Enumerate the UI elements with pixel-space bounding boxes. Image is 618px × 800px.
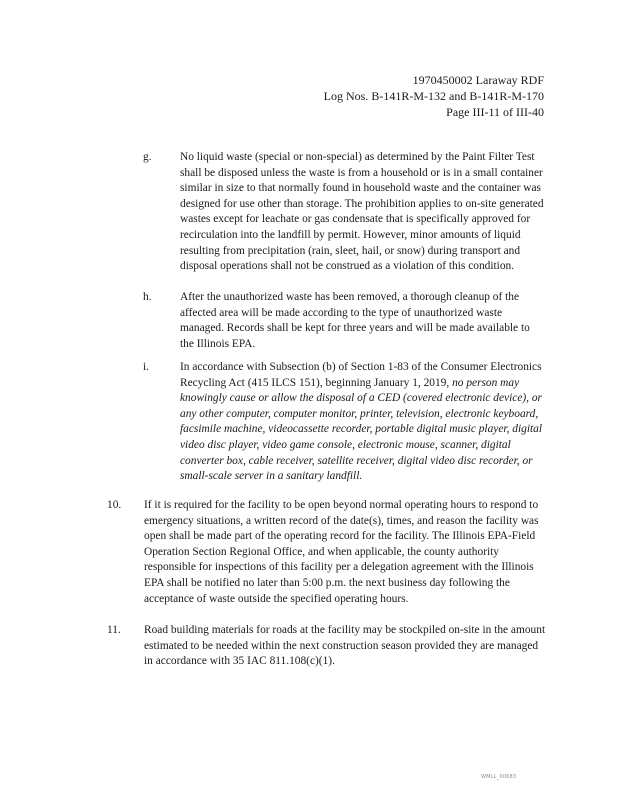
condition-g-marker: g. <box>143 151 152 163</box>
header-log-numbers: Log Nos. B-141R-M-132 and B-141R-M-170 <box>323 89 544 103</box>
condition-i-text <box>180 360 545 485</box>
condition-h-marker: h. <box>143 291 152 303</box>
condition-i-plain-text: In accordance with Subsection (b) of Section 1-83 of the Consumer Electronics Recycling Act (415 ILCS 151), beginning January 1, 2019, <box>180 361 542 389</box>
condition-10-marker: 10. <box>107 499 122 511</box>
condition-g-text: No liquid waste (special or non-special) as determined by the Paint Filter Test shall be disposed unless the waste is from a household or is in a small container similar in size to that normally found in household waste and the container was designed for use other than storage. The prohibition applies to on-site generated wastes except for leachate or gas condensate that is specifically approved for recirculation into the landfill by permit. However, minor amounts of liquid resulting from precipitation (rain, sleet, hail, or snow) during transport and disposal operations shall not be construed as a violation of this condition. <box>180 151 544 273</box>
condition-i-marker: i. <box>143 361 150 373</box>
condition-11-marker: 11. <box>107 624 121 636</box>
condition-10-text: If it is required for the facility to be open beyond normal operating hours to respond to emergency situations, a written record of the date(s), times, and reason the facility was open shall be made part of the operating record for the facility. The Illinois EPA-Field Operation Section Regional Office, and when applicable, the county authority responsible for inspections of this facility per a delegation agreement with the Illinois EPA shall be notified no later than 5:00 p.m. the next business day following the acceptance of waste outside the specified operating hours. <box>144 499 539 605</box>
header-permit-line: 1970450002 Laraway RDF <box>412 73 544 87</box>
header-page-number: Page III-11 of III-40 <box>446 105 544 119</box>
condition-i-italic-text: no person may knowingly cause or allow the disposal of a CED (covered electronic device), or any other computer, computer monitor, printer, television, electronic keyboard, facsimile machine, videocassette recorder, portable digital music player, digital video disc player, video game console, electronic mouse, scanner, digital converter box, cable receiver, satellite receiver, digital video disc recorder, or small-scale server in a sanitary landfill. <box>180 376 543 483</box>
page-header <box>324 72 544 120</box>
condition-11-text: Road building materials for roads at the facility may be stockpiled on-site in the amount estimated to be needed within the next construction season provided they are managed in accordance with 35 IAC 811.108(c)(1). <box>144 624 546 668</box>
condition-h-text: After the unauthorized waste has been removed, a thorough cleanup of the affected area will be made according to the type of unauthorized waste managed. Records shall be kept for three years and will be made available to the Illinois EPA. <box>180 291 530 350</box>
bates-stamp: WMLL_00683 <box>481 774 517 780</box>
